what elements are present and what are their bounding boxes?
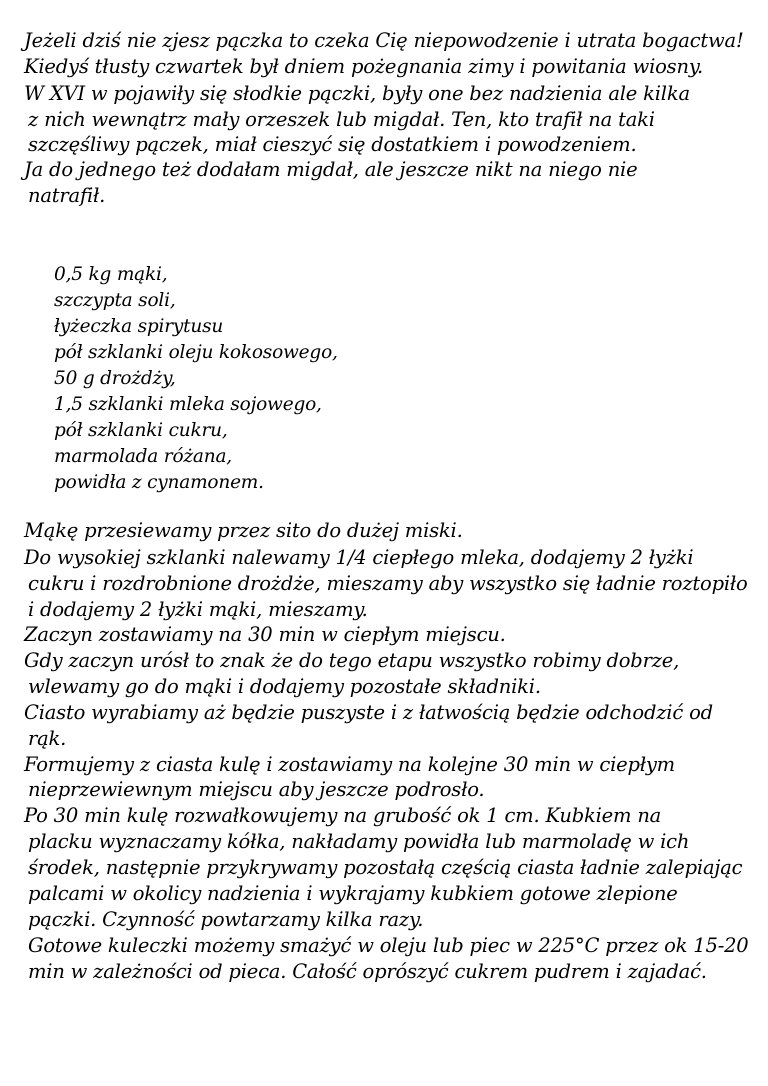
method-line: min w zależności od pieca. Całość oprószyć cukrem pudrem i zajadać. — [28, 960, 707, 983]
method-line: Mąkę przesiewamy przez sito do dużej miski. — [24, 519, 463, 542]
ingredient-item: pół szklanki oleju kokosowego, — [54, 342, 338, 363]
ingredient-item: szczypta soli, — [54, 290, 176, 311]
intro-line: Kiedyś tłusty czwartek był dniem pożegnania zimy i powitania wiosny. — [24, 55, 704, 78]
ingredient-item: marmolada różana, — [54, 446, 232, 467]
method-line: Do wysokiej szklanki nalewamy 1/4 ciepłego mleka, dodajemy 2 łyżki — [24, 546, 694, 569]
intro-line: W XVI w pojawiły się słodkie pączki, były one bez nadzienia ale kilka — [24, 82, 690, 105]
intro-line: Jeżeli dziś nie zjesz pączka to czeka Cię niepowodzenie i utrata bogactwa! — [24, 29, 744, 52]
ingredient-item: 1,5 szklanki mleka sojowego, — [54, 394, 322, 415]
method-line: wlewamy go do mąki i dodajemy pozostałe składniki. — [28, 675, 541, 698]
method-line: cukru i rozdrobnione drożdże, mieszamy aby wszystko się ładnie roztopiło — [28, 572, 748, 595]
intro-line: natrafił. — [28, 184, 106, 207]
method-line: i dodajemy 2 łyżki mąki, mieszamy. — [28, 598, 368, 621]
ingredient-item: pół szklanki cukru, — [54, 420, 228, 441]
method-line: Ciasto wyrabiamy aż będzie puszyste i z łatwością będzie odchodzić od — [24, 701, 713, 724]
intro-line: szczęśliwy pączek, miał cieszyć się dostatkiem i powodzeniem. — [28, 133, 637, 156]
method-line: Gotowe kuleczki możemy smażyć w oleju lub piec w 225°C przez ok 15-20 — [28, 934, 749, 957]
method-line: Formujemy z ciasta kulę i zostawiamy na kolejne 30 min w ciepłym — [24, 753, 675, 776]
intro-line: Ja do jednego też dodałam migdał, ale jeszcze nikt na niego nie — [24, 158, 638, 181]
method-line: nieprzewiewnym miejscu aby jeszcze podrosło. — [28, 778, 485, 801]
ingredient-item: 0,5 kg mąki, — [54, 264, 168, 285]
method-line: placku wyznaczamy kółka, nakładamy powidła lub marmoladę w ich — [28, 830, 690, 853]
method-line: pączki. Czynność powtarzamy kilka razy. — [28, 908, 424, 931]
ingredient-item: łyżeczka spirytusu — [54, 316, 224, 337]
ingredient-item: powidła z cynamonem. — [54, 472, 264, 493]
method-line: Zaczyn zostawiamy na 30 min w ciepłym miejscu. — [24, 623, 506, 646]
ingredient-item: 50 g drożdży, — [54, 368, 176, 389]
method-line: środek, następnie przykrywamy pozostałą częścią ciasta ładnie zalepiając — [28, 856, 743, 879]
intro-line: z nich wewnątrz mały orzeszek lub migdał. Ten, kto trafił na taki — [28, 108, 655, 131]
method-line: palcami w okolicy nadzienia i wykrajamy kubkiem gotowe zlepione — [28, 882, 678, 905]
method-line: Gdy zaczyn urósł to znak że do tego etapu wszystko robimy dobrze, — [24, 649, 680, 672]
method-line: Po 30 min kulę rozwałkowujemy na grubość ok 1 cm. Kubkiem na — [24, 804, 662, 827]
method-line: rąk. — [28, 727, 67, 750]
